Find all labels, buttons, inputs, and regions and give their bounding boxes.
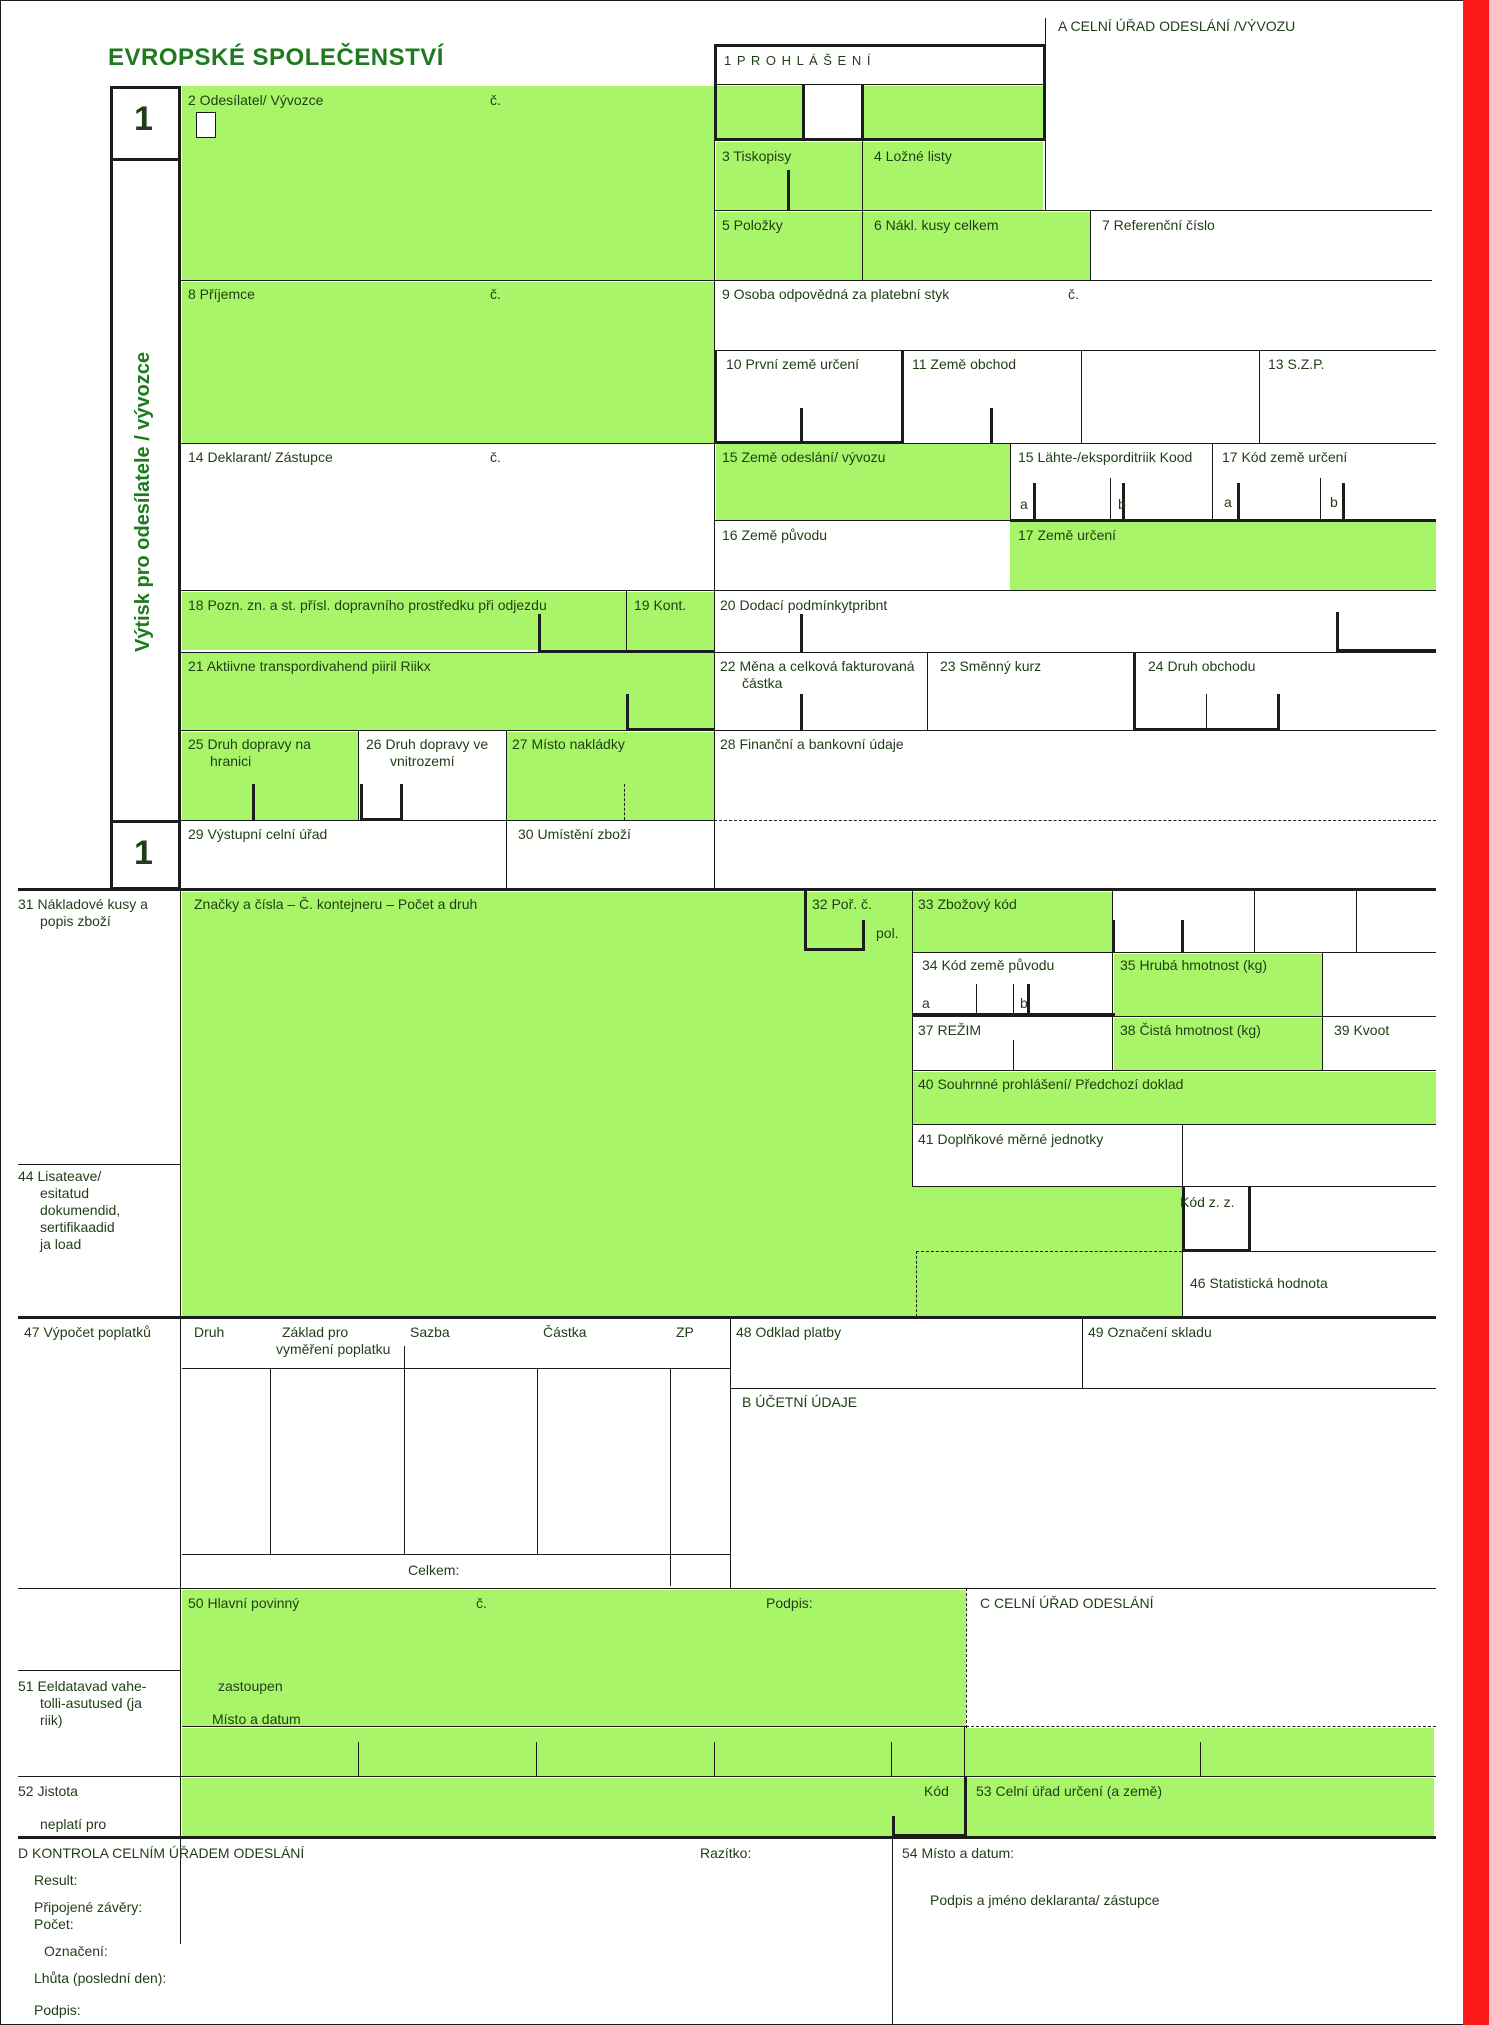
label-31-2: popis zboží <box>40 913 111 929</box>
label-47-celkem: Celkem: <box>408 1562 460 1578</box>
label-34-a: a <box>922 995 930 1011</box>
consignor-checkbox[interactable] <box>196 112 216 138</box>
label-26-2: vnitrozemí <box>390 753 455 769</box>
field-52-53[interactable] <box>182 1778 1434 1836</box>
label-54: 54 Místo a datum: <box>902 1845 1015 1861</box>
label-2-no: č. <box>490 92 501 108</box>
label-47-druh: Druh <box>194 1324 225 1340</box>
label-33: 33 Zbožový kód <box>918 896 1017 912</box>
label-17: 17 Země určení <box>1018 527 1117 543</box>
field-51-offices[interactable] <box>182 1728 1434 1776</box>
label-51-1: 51 Eeldatavad vahe- <box>18 1678 147 1694</box>
label-3: 3 Tiskopisy <box>722 148 792 164</box>
label-49: 49 Označení skladu <box>1088 1324 1212 1340</box>
field-1-declaration-a[interactable] <box>716 86 802 140</box>
label-44-1: 44 Lisateave/ <box>18 1168 102 1184</box>
label-44-5: ja load <box>40 1236 82 1252</box>
label-47-castka: Částka <box>543 1324 587 1340</box>
label-22-1: 22 Měna a celková fakturovaná <box>720 658 915 674</box>
label-50: 50 Hlavní povinný <box>188 1595 300 1611</box>
label-52-neplati: neplatí pro <box>40 1816 107 1832</box>
label-17a: 17 Kód země určení <box>1222 449 1348 465</box>
label-4: 4 Ložné listy <box>874 148 952 164</box>
label-29: 29 Výstupní celní úřad <box>188 826 328 842</box>
label-24: 24 Druh obchodu <box>1148 658 1256 674</box>
label-d-oznaceni: Označení: <box>44 1943 108 1959</box>
label-48: 48 Odklad platby <box>736 1324 842 1340</box>
label-10: 10 První země určení <box>726 356 860 372</box>
label-34: 34 Kód země původu <box>922 957 1055 973</box>
label-22-2: částka <box>742 675 783 691</box>
field-1-declaration-c[interactable] <box>863 86 1043 140</box>
label-47-sazba: Sazba <box>410 1324 450 1340</box>
label-d-lhuta: Lhůta (poslední den): <box>34 1970 167 1986</box>
label-35: 35 Hrubá hmotnost (kg) <box>1120 957 1268 973</box>
label-14-no: č. <box>490 449 501 465</box>
label-25-1: 25 Druh dopravy na <box>188 736 311 752</box>
label-50-podpis: Podpis: <box>766 1595 813 1611</box>
label-15b-b: b <box>1118 496 1126 512</box>
box-a-label: A CELNÍ ÚŘAD ODESLÁNÍ /VÝVOZU <box>1058 18 1296 34</box>
label-19: 19 Kont. <box>634 597 687 613</box>
label-23: 23 Směnný kurz <box>940 658 1042 674</box>
label-32: 32 Poř. č. <box>812 896 872 912</box>
copy-vertical-label: Výtisk pro odesílatele / vývozce <box>132 351 154 652</box>
form-title: EVROPSKÉ SPOLEČENSTVÍ <box>108 44 444 71</box>
label-44-3: dokumendid, <box>40 1202 121 1218</box>
label-52: 52 Jistota <box>18 1783 78 1799</box>
field-31-goods[interactable] <box>182 892 912 1316</box>
label-53: 53 Celní úřad určení (a země) <box>976 1783 1162 1799</box>
label-44-2: esitatud <box>40 1185 90 1201</box>
label-16: 16 Země původu <box>722 527 828 543</box>
label-6: 6 Nákl. kusy celkem <box>874 217 999 233</box>
label-54-signature: Podpis a jméno deklaranta/ zástupce <box>930 1892 1160 1908</box>
red-edge-bar <box>1463 0 1489 2025</box>
label-20: 20 Dodací podmínkytpribnt <box>720 597 888 613</box>
label-15b-a: a <box>1020 496 1028 512</box>
label-38: 38 Čistá hmotnost (kg) <box>1120 1022 1261 1038</box>
label-37: 37 REŽIM <box>918 1022 982 1038</box>
label-30: 30 Umístění zboží <box>518 826 631 842</box>
label-46: 46 Statistická hodnota <box>1190 1275 1328 1291</box>
label-47-zp: ZP <box>676 1324 694 1340</box>
label-44-4: sertifikaadid <box>40 1219 115 1235</box>
label-47: 47 Výpočet poplatků <box>24 1324 151 1340</box>
label-18: 18 Pozn. zn. a st. přísl. dopravního prostředku při odjezdu <box>188 597 547 613</box>
label-31-marks: Značky a čísla – Č. kontejneru – Počet a druh <box>194 896 478 912</box>
label-13: 13 S.Z.P. <box>1268 356 1325 372</box>
label-28: 28 Finanční a bankovní údaje <box>720 736 904 752</box>
label-c: C CELNÍ ÚŘAD ODESLÁNÍ <box>980 1595 1154 1611</box>
label-15: 15 Země odeslání/ vývozu <box>722 449 886 465</box>
label-52-kod: Kód <box>924 1783 949 1799</box>
label-9-no: č. <box>1068 286 1079 302</box>
box-1-label: 1 P R O H L Á Š E N Í <box>724 53 872 68</box>
field-8-consignee[interactable] <box>182 282 714 444</box>
label-51-3: riik) <box>40 1712 63 1728</box>
label-47-zaklad-2: vyměření poplatku <box>276 1341 391 1357</box>
label-31-1: 31 Nákladové kusy a <box>18 896 148 912</box>
label-21: 21 Aktiivne transpordivahend piiril Riikx <box>188 658 431 674</box>
label-50-misto: Místo a datum <box>212 1711 301 1727</box>
label-39: 39 Kvoot <box>1334 1022 1390 1038</box>
label-25-2: hranici <box>210 753 252 769</box>
label-b: B ÚČETNÍ ÚDAJE <box>742 1394 858 1410</box>
label-d-pocet: Počet: <box>34 1916 74 1932</box>
field-50[interactable] <box>182 1590 966 1726</box>
label-26-1: 26 Druh dopravy ve <box>366 736 489 752</box>
label-d: D KONTROLA CELNÍM ÚŘADEM ODESLÁNÍ <box>18 1845 305 1861</box>
label-40: 40 Souhrnné prohlášení/ Předchozí doklad <box>918 1076 1184 1092</box>
copy-number: 1 <box>134 100 153 138</box>
label-7: 7 Referenční číslo <box>1102 217 1215 233</box>
label-50-zastoupen: zastoupen <box>218 1678 283 1694</box>
label-51-2: tolli-asutused (ja <box>40 1695 142 1711</box>
label-9: 9 Osoba odpovědná za platební styk <box>722 286 950 302</box>
label-44-kod: Kód z. z. <box>1180 1194 1235 1210</box>
label-32-pol: pol. <box>876 925 899 941</box>
label-d-zavery: Připojené závěry: <box>34 1899 143 1915</box>
label-15b: 15 Lähte-/eksporditriik Kood <box>1018 449 1193 465</box>
label-d-podpis: Podpis: <box>34 2002 81 2018</box>
label-11: 11 Země obchod <box>912 356 1017 372</box>
label-8-no: č. <box>490 286 501 302</box>
label-5: 5 Položky <box>722 217 783 233</box>
label-8: 8 Příjemce <box>188 286 255 302</box>
label-17a-b: b <box>1330 494 1338 510</box>
copy-number-bottom: 1 <box>134 834 153 872</box>
label-50-no: č. <box>476 1595 487 1611</box>
label-34-b: b <box>1020 995 1028 1011</box>
label-47-zaklad-1: Základ pro <box>282 1324 349 1340</box>
label-d-result: Result: <box>34 1872 78 1888</box>
label-27: 27 Místo nakládky <box>512 736 625 752</box>
label-41: 41 Doplňkové měrné jednotky <box>918 1131 1104 1147</box>
label-2: 2 Odesílatel/ Vývozce <box>188 92 324 108</box>
label-14: 14 Deklarant/ Zástupce <box>188 449 333 465</box>
label-d-razitko: Razítko: <box>700 1845 752 1861</box>
field-2-consignor[interactable] <box>182 86 714 280</box>
label-17a-a: a <box>1224 494 1232 510</box>
